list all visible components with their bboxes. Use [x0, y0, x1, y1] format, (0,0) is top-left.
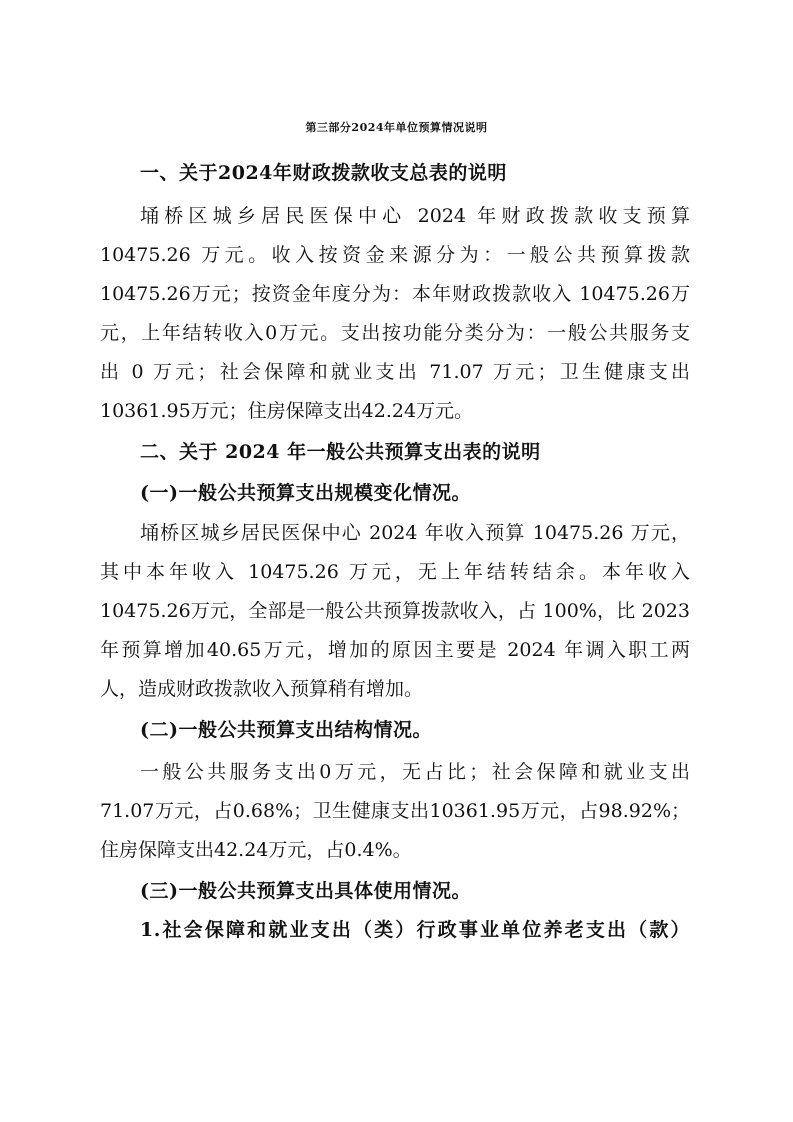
subsection-2-line-3: 住房保障支出42.24万元，占0.4%。	[100, 839, 412, 861]
section-1-line-1: 埇桥区城乡居民医保中心 2024 年财政拨款收支预算	[140, 205, 690, 227]
subsection-1-line-2: 其中本年收入 10475.26 万元，无上年结转结余。本年收入	[100, 561, 690, 583]
section-1-line-5: 出 0 万元；社会保障和就业支出 71.07 万元；卫生健康支出	[100, 361, 690, 383]
subsection-1-line-1: 埇桥区城乡居民医保中心 2024 年收入预算 10475.26 万元，	[140, 522, 690, 544]
subsection-1-line-4: 年预算增加40.65万元，增加的原因主要是 2024 年调入职工两	[100, 639, 690, 661]
subsection-1-heading: (一)一般公共预算支出规模变化情况。	[140, 482, 471, 504]
section-1-line-2: 10475.26 万元。收入按资金来源分为：一般公共预算拨款	[100, 244, 690, 266]
section-1-line-4: 元，上年结转收入0万元。支出按功能分类分为：一般公共服务支	[100, 322, 690, 344]
subsection-1-line-5: 人，造成财政拨款收入预算稍有增加。	[100, 678, 424, 700]
section-2-heading: 二、关于 2024 年一般公共预算支出表的说明	[140, 441, 541, 463]
subsection-2-heading: (二)一般公共预算支出结构情况。	[140, 719, 432, 741]
subsection-2-line-2: 71.07万元，占0.68%；卫生健康支出10361.95万元，占98.92%；	[100, 800, 690, 822]
section-1-line-6: 10361.95万元；住房保障支出42.24万元。	[100, 400, 474, 422]
subsection-1-line-3: 10475.26万元，全部是一般公共预算拨款收入，占 100%，比 2023	[100, 600, 690, 622]
subsection-3-heading: (三)一般公共预算支出具体使用情况。	[140, 880, 471, 902]
subsection-3-item-1: 1.社会保障和就业支出（类）行政事业单位养老支出（款）	[140, 919, 690, 941]
section-1-line-3: 10475.26万元；按资金年度分为：本年财政拨款收入 10475.26万	[100, 283, 690, 305]
subsection-2-line-1: 一般公共服务支出0万元，无占比；社会保障和就业支出	[140, 761, 690, 783]
page-title: 第三部分2024年单位预算情况说明	[305, 121, 488, 134]
section-1-heading: 一、关于2024年财政拨款收支总表的说明	[140, 162, 507, 184]
